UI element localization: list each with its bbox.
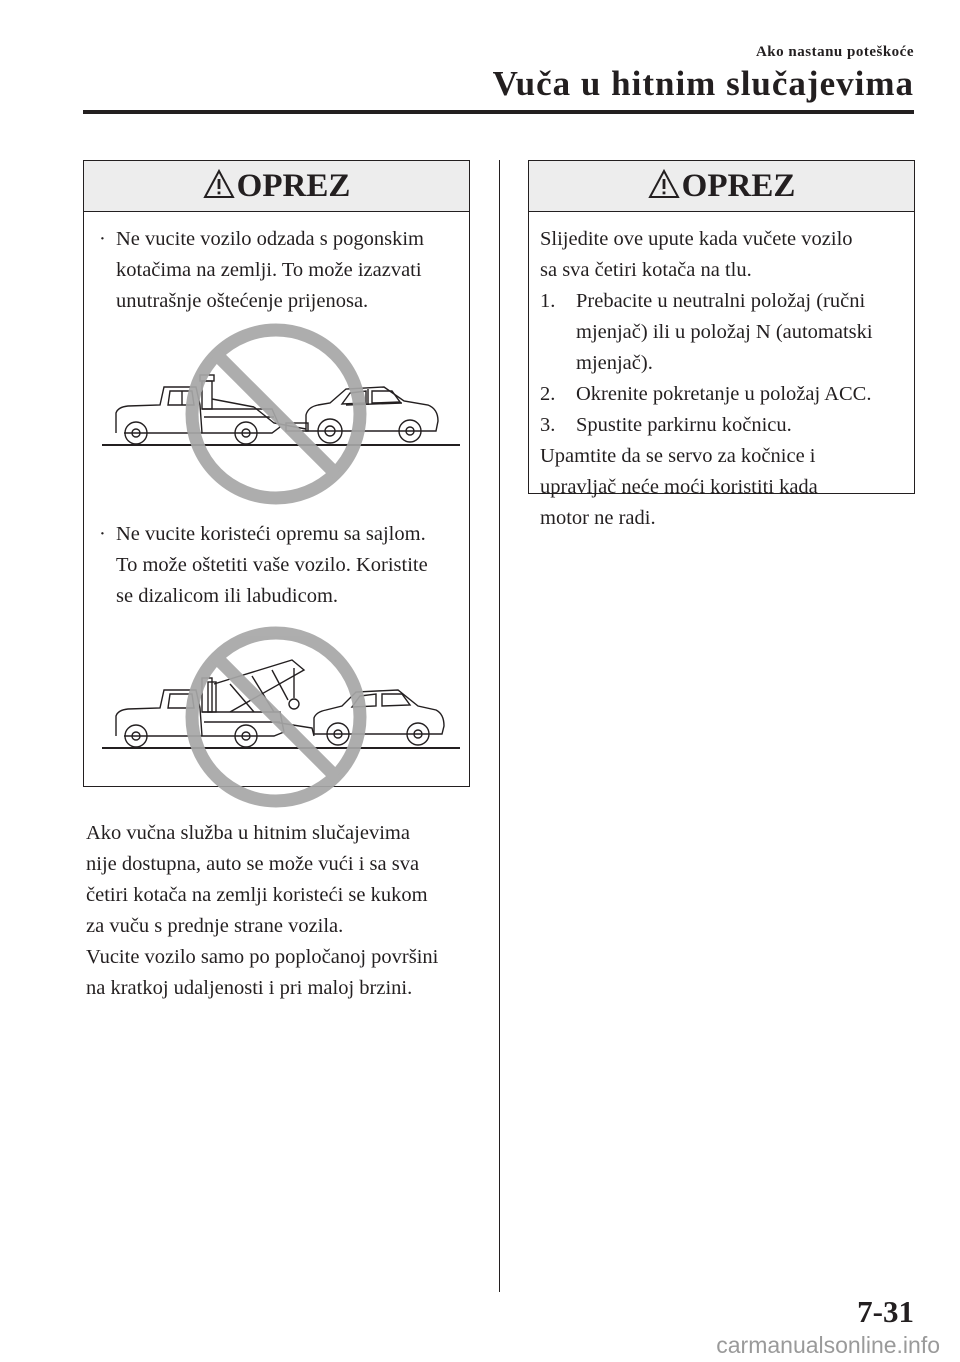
- caution-heading-text: OPREZ: [236, 167, 351, 204]
- step-line: mjenjač) ili u položaj N (automatski: [576, 321, 873, 343]
- header-rule: [83, 110, 914, 114]
- step-number: 2.: [540, 383, 556, 405]
- caution-bullet: [84, 224, 469, 317]
- numbered-step: [540, 379, 914, 410]
- caution-outro-line: motor ne radi.: [540, 507, 656, 529]
- page-number: 7-31: [857, 1294, 914, 1329]
- bullet-line: se dizalicom ili labudicom.: [116, 585, 339, 607]
- step-line: mjenjač).: [576, 352, 653, 374]
- caution-bullet: [84, 519, 469, 612]
- numbered-step: [540, 286, 914, 379]
- bullet-line: kotačima na zemlji. To može izazvati: [116, 259, 422, 281]
- bullet-dot: ·: [99, 228, 106, 250]
- step-number: 3.: [540, 414, 556, 436]
- bullet-line: unutrašnje oštećenje prijenosa.: [116, 290, 369, 312]
- bullet-line: Ne vucite vozilo odzada s pogonskim: [116, 228, 425, 250]
- bullet-line: To može oštetiti vaše vozilo. Koristite: [116, 554, 428, 576]
- bullet-dot: ·: [99, 523, 106, 545]
- caution-intro-line: sa sva četiri kotača na tlu.: [540, 259, 752, 281]
- body-line: Vucite vozilo samo po popločanoj površini: [86, 946, 439, 968]
- warning-triangle-icon: [648, 169, 680, 199]
- step-number: 1.: [540, 290, 556, 312]
- step-line: Prebacite u neutralni položaj (ručni: [576, 290, 866, 312]
- numbered-step: [540, 410, 914, 441]
- no-sling-tow-icon: [84, 620, 468, 820]
- body-line: nije dostupna, auto se može vući i sa sva: [86, 853, 420, 875]
- page-title: Vuča u hitnim slučajevima: [492, 64, 914, 103]
- column-divider: [499, 160, 500, 1292]
- caution-heading-left: [84, 161, 469, 212]
- caution-intro-line: Slijedite ove upute kada vučete vozilo: [540, 228, 853, 250]
- caution-heading-right: [529, 161, 914, 212]
- step-line: Okrenite pokretanje u položaj ACC.: [576, 383, 872, 405]
- body-line: Ako vučna služba u hitnim slučajevima: [86, 822, 410, 844]
- body-line: na kratkoj udaljenosti i pri maloj brzini.: [86, 977, 413, 999]
- caution-box-left: [83, 160, 470, 787]
- caution-box-right: [528, 160, 915, 529]
- no-rear-tow-flatbed-icon: [84, 317, 468, 517]
- caution-outro-line: upravljač neće moći koristiti kada: [540, 476, 818, 498]
- warning-triangle-icon: [203, 169, 235, 199]
- bullet-line: Ne vucite koristeći opremu sa sajlom.: [116, 523, 426, 545]
- watermark: carmanualsonline.info: [716, 1332, 940, 1358]
- body-line: za vuču s prednje strane vozila.: [86, 915, 344, 937]
- caution-outro-line: Upamtite da se servo za kočnice i: [540, 445, 816, 467]
- step-line: Spustite parkirnu kočnicu.: [576, 414, 792, 436]
- section-title: Ako nastanu poteškoće: [755, 44, 914, 60]
- body-text-left: [86, 818, 486, 1004]
- caution-heading-text: OPREZ: [681, 167, 796, 204]
- body-line: četiri kotača na zemlji koristeći se kukom: [86, 884, 428, 906]
